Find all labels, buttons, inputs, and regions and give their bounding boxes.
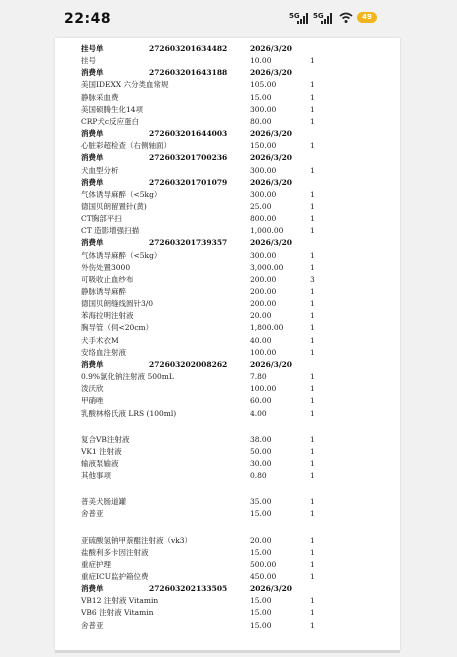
order-date: 2026/3/20 [250, 584, 293, 594]
receipt-item-row [55, 322, 400, 334]
receipt-item-row [55, 298, 400, 310]
item-quantity: 1 [310, 384, 315, 394]
item-quantity: 1 [310, 116, 315, 126]
item-name: 重症护理 [81, 559, 111, 569]
item-price: 1,800.00 [250, 323, 284, 333]
receipt-item-row [55, 116, 400, 128]
item-price: 80.00 [250, 116, 272, 126]
item-quantity: 1 [310, 497, 315, 507]
item-quantity: 1 [310, 547, 315, 557]
receipt-header-row [55, 583, 400, 595]
item-name: 消费单 [81, 129, 104, 139]
item-price: 100.00 [250, 384, 277, 394]
item-name: 消费单 [81, 238, 104, 248]
item-name: 普美犬肠道罐 [81, 497, 126, 507]
item-quantity: 1 [310, 458, 315, 468]
item-price: 3,000.00 [250, 262, 284, 272]
receipt-header-row [55, 128, 400, 140]
network-type-1: 5G [289, 12, 300, 20]
order-number: 272603201739357 [149, 238, 228, 248]
item-quantity: 1 [310, 396, 315, 406]
item-quantity: 1 [310, 56, 315, 66]
item-price: 15.00 [250, 92, 272, 102]
item-price: 300.00 [250, 250, 277, 260]
receipt-item-row [55, 559, 400, 571]
item-quantity: 1 [310, 559, 315, 569]
item-name: 美国IDEXX 六分类血常规 [81, 80, 169, 90]
receipt-item-row [55, 92, 400, 104]
item-quantity: 1 [310, 214, 315, 224]
item-price: 15.00 [250, 608, 272, 618]
item-quantity: 1 [310, 226, 315, 236]
receipt-header-row [55, 177, 400, 189]
receipt-header-row [55, 359, 400, 371]
receipt-item-row [55, 395, 400, 407]
item-price: 0.80 [250, 471, 267, 481]
receipt-item-row [55, 607, 400, 619]
receipt-header-row [55, 43, 400, 55]
item-quantity: 1 [310, 104, 315, 114]
item-quantity: 1 [310, 446, 315, 456]
item-quantity: 1 [310, 262, 315, 272]
item-quantity: 1 [310, 80, 315, 90]
item-name: 复合VB注射液 [81, 434, 130, 444]
item-price: 7.80 [250, 372, 267, 382]
item-name: 其他事项 [81, 471, 111, 481]
item-price: 25.00 [250, 201, 272, 211]
item-name: 消费单 [81, 359, 104, 369]
item-name: 乳酸林格氏液 LRS (100ml) [81, 408, 177, 418]
receipt-item-row [55, 262, 400, 274]
item-price: 35.00 [250, 497, 272, 507]
item-name: 可吸收止血纱布 [81, 274, 134, 284]
item-name: 德国贝朗缝线圆针3/0 [81, 299, 154, 309]
item-name: 消费单 [81, 584, 104, 594]
order-number: 272603201700236 [149, 153, 228, 163]
item-quantity: 1 [310, 509, 315, 519]
item-name: 胸导管（伺<20cm） [81, 323, 154, 333]
item-quantity: 1 [310, 434, 315, 444]
receipt-item-row [55, 213, 400, 225]
item-name: 美国硕腾生化14项 [81, 104, 144, 114]
item-quantity: 1 [310, 471, 315, 481]
item-price: 800.00 [250, 214, 277, 224]
receipt-item-row [55, 79, 400, 91]
item-name: 犬血型分析 [81, 165, 119, 175]
item-price: 38.00 [250, 434, 272, 444]
order-date: 2026/3/20 [250, 44, 293, 53]
item-price: 15.00 [250, 509, 272, 519]
item-name: 盐酸利多卡因注射液 [81, 547, 149, 557]
item-price: 300.00 [250, 189, 277, 199]
signal-icon [321, 13, 335, 24]
receipt-item-row [55, 286, 400, 298]
receipt-item-row [55, 620, 400, 632]
item-quantity: 1 [310, 299, 315, 309]
item-quantity: 1 [310, 141, 315, 151]
item-name: 消费单 [81, 68, 104, 78]
receipt-item-row [55, 408, 400, 420]
item-price: 60.00 [250, 396, 272, 406]
item-price: 300.00 [250, 104, 277, 114]
item-name: 泼沃欣 [81, 384, 104, 394]
receipt-item-row [55, 104, 400, 116]
receipt-item-row [55, 140, 400, 152]
item-name: 苯海拉明注射液 [81, 311, 134, 321]
item-quantity: 1 [310, 347, 315, 357]
receipt-item-row [55, 496, 400, 508]
item-quantity: 1 [310, 596, 315, 606]
order-number: 272603201701079 [149, 177, 228, 187]
receipt-item-row [55, 310, 400, 322]
wifi-icon [339, 12, 353, 24]
receipt-item-row [55, 508, 400, 520]
order-date: 2026/3/20 [250, 177, 293, 187]
item-price: 50.00 [250, 446, 272, 456]
item-price: 15.00 [250, 596, 272, 606]
item-price: 150.00 [250, 141, 277, 151]
receipt-item-row [55, 571, 400, 583]
item-price: 105.00 [250, 80, 277, 90]
page-edge [55, 650, 400, 653]
item-name: CT 造影增强扫描 [81, 226, 140, 236]
item-quantity: 1 [310, 372, 315, 382]
receipt-item-row [55, 371, 400, 383]
item-price: 500.00 [250, 559, 277, 569]
receipt-item-row [55, 434, 400, 446]
item-name: 安络血注射液 [81, 347, 126, 357]
item-price: 15.00 [250, 620, 272, 630]
item-name: 消费单 [81, 177, 104, 187]
order-date: 2026/3/20 [250, 238, 293, 248]
receipt-item-row [55, 535, 400, 547]
item-name: 亚硫酸氢钠甲萘醌注射液（vk3） [81, 535, 193, 545]
item-price: 15.00 [250, 547, 272, 557]
receipt-item-row [55, 189, 400, 201]
item-price: 20.00 [250, 311, 272, 321]
receipt-item-row [55, 55, 400, 67]
signal-icon [297, 13, 311, 24]
item-quantity: 1 [310, 572, 315, 581]
item-price: 200.00 [250, 299, 277, 309]
item-name: 静脉诱导麻醉 [81, 287, 126, 296]
item-quantity: 1 [310, 287, 315, 296]
battery-icon: 49 [357, 12, 377, 23]
item-name: 挂号单 [81, 44, 104, 53]
item-price: 100.00 [250, 347, 277, 357]
order-date: 2026/3/20 [250, 68, 293, 78]
item-price: 200.00 [250, 287, 277, 296]
item-price: 200.00 [250, 274, 277, 284]
item-name: 气体诱导麻醉（<5kg） [81, 189, 162, 199]
network-type-2: 5G [313, 12, 324, 20]
receipt-item-row [55, 225, 400, 237]
receipt-item-row [55, 335, 400, 347]
item-quantity: 1 [310, 201, 315, 211]
receipt-document [55, 38, 400, 650]
receipt-item-row [55, 383, 400, 395]
item-name: 挂号 [81, 56, 96, 66]
item-quantity: 1 [310, 189, 315, 199]
item-price: 300.00 [250, 165, 277, 175]
item-quantity: 1 [310, 165, 315, 175]
item-name: VB12 注射液 Vitamin [81, 596, 159, 606]
item-quantity: 1 [310, 535, 315, 545]
item-name: 舍普亚 [81, 509, 104, 519]
item-name: 输液泵输液 [81, 458, 119, 468]
item-price: 20.00 [250, 535, 272, 545]
clock: 22:48 [64, 11, 112, 27]
item-name: 0.9%氯化钠注射液 500mL [81, 372, 174, 382]
item-quantity: 1 [310, 608, 315, 618]
order-number: 272603201634482 [149, 44, 228, 53]
order-date: 2026/3/20 [250, 153, 293, 163]
item-name: CRP犬c反应蛋白 [81, 116, 140, 126]
receipt-item-row [55, 470, 400, 482]
order-number: 272603201643188 [149, 68, 228, 78]
order-number: 272603202133505 [149, 584, 228, 594]
item-name: 静脉采血费 [81, 92, 119, 102]
item-price: 40.00 [250, 335, 272, 345]
item-name: 心脏彩超检查（右侧轴面） [81, 141, 171, 151]
item-quantity: 1 [310, 335, 315, 345]
receipt-item-row [55, 547, 400, 559]
receipt-item-row [55, 250, 400, 262]
item-quantity: 1 [310, 408, 315, 418]
status-bar [0, 0, 457, 38]
item-name: 气体诱导麻醉（<5kg） [81, 250, 162, 260]
item-name: 德国贝朗留置针(黄) [81, 201, 147, 211]
status-icons [279, 12, 379, 26]
receipt-item-row [55, 595, 400, 607]
receipt-item-row [55, 201, 400, 213]
item-quantity: 1 [310, 323, 315, 333]
item-name: 重症ICU监护箱位费 [81, 572, 149, 581]
order-number: 272603201644003 [149, 129, 228, 139]
receipt-item-row [55, 165, 400, 177]
item-name: CT胸部平扫 [81, 214, 122, 224]
item-quantity: 1 [310, 620, 315, 630]
receipt-item-row [55, 274, 400, 286]
item-quantity: 1 [310, 311, 315, 321]
item-name: 甲硝唑 [81, 396, 104, 406]
item-name: 犬手术衣M [81, 335, 119, 345]
item-quantity: 1 [310, 92, 315, 102]
item-price: 30.00 [250, 458, 272, 468]
receipt-item-row [55, 458, 400, 470]
order-date: 2026/3/20 [250, 359, 293, 369]
item-price: 4.00 [250, 408, 267, 418]
item-quantity: 1 [310, 250, 315, 260]
order-number: 272603202008262 [149, 359, 228, 369]
receipt-item-row [55, 446, 400, 458]
receipt-header-row [55, 152, 400, 164]
receipt-header-row [55, 67, 400, 79]
item-name: 外伤处置3000 [81, 262, 131, 272]
item-name: 消费单 [81, 153, 104, 163]
receipt-header-row [55, 237, 400, 249]
item-name: 舍普亚 [81, 620, 104, 630]
order-date: 2026/3/20 [250, 129, 293, 139]
item-price: 1,000.00 [250, 226, 284, 236]
receipt-item-row [55, 347, 400, 359]
item-name: VK1 注射液 [81, 446, 122, 456]
item-price: 10.00 [250, 56, 272, 66]
item-quantity: 3 [310, 274, 315, 284]
item-name: VB6 注射液 Vitamin [81, 608, 154, 618]
item-price: 450.00 [250, 572, 277, 581]
